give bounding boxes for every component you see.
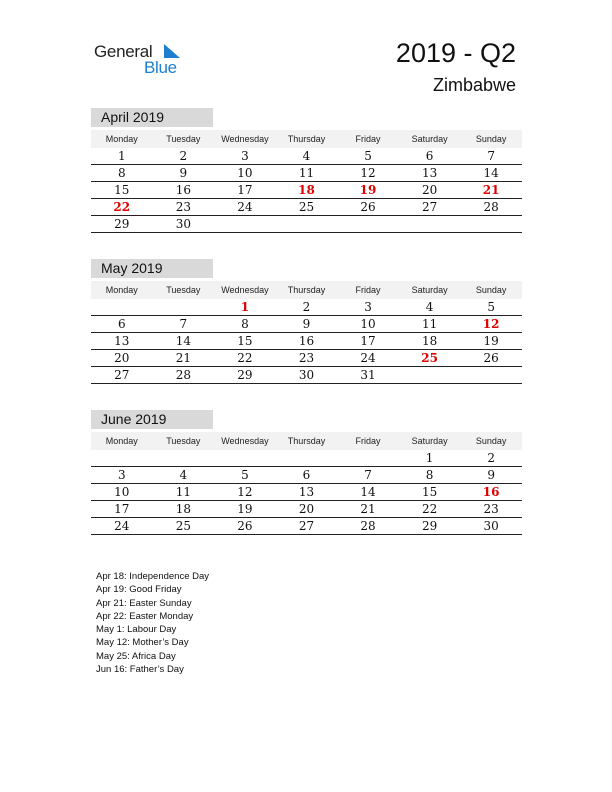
week-row xyxy=(91,467,522,484)
date-cell: 13 xyxy=(421,166,438,180)
date-cell: 12 xyxy=(360,166,376,180)
weekday-label: Sunday xyxy=(475,285,507,295)
date-cell: 1 xyxy=(117,149,126,163)
date-cell xyxy=(276,450,338,466)
date-cell: 24 xyxy=(237,200,253,214)
date-cell: 21 xyxy=(175,351,191,365)
date-cell: 28 xyxy=(175,368,191,382)
date-cell: 20 xyxy=(421,183,438,197)
holiday-date-cell: 16 xyxy=(482,485,500,499)
date-cell: 18 xyxy=(175,502,191,516)
date-cell: 10 xyxy=(114,485,130,499)
week-row xyxy=(91,484,522,501)
date-cell: 8 xyxy=(117,166,126,180)
date-cell: 7 xyxy=(364,468,372,482)
weekday-label: Saturday xyxy=(411,436,448,446)
date-cell: 11 xyxy=(421,317,438,331)
holiday-item: Jun 16: Father’s Day xyxy=(96,664,184,676)
date-cell: 22 xyxy=(237,351,253,365)
logo-triangle-icon xyxy=(162,44,180,58)
date-cell: 2 xyxy=(302,300,311,314)
date-cell: 30 xyxy=(483,519,499,533)
date-cell: 30 xyxy=(175,217,191,231)
weekday-label: Monday xyxy=(105,436,138,446)
date-cell: 20 xyxy=(298,502,315,516)
date-cell xyxy=(460,367,522,383)
date-cell: 13 xyxy=(114,334,130,348)
weekday-label: Friday xyxy=(355,285,381,295)
date-cell: 22 xyxy=(421,502,438,516)
country-name: Zimbabwe xyxy=(432,75,516,95)
date-cell: 3 xyxy=(241,149,249,163)
date-cell: 26 xyxy=(237,519,253,533)
date-cell: 9 xyxy=(487,468,495,482)
week-row xyxy=(91,316,522,333)
weekday-header-row xyxy=(91,281,522,299)
date-cell: 17 xyxy=(360,334,376,348)
week-row xyxy=(91,350,522,367)
week-row xyxy=(91,216,522,233)
date-cell: 7 xyxy=(487,149,495,163)
date-cell xyxy=(337,450,399,466)
date-cell xyxy=(399,216,461,232)
date-cell: 24 xyxy=(360,351,376,365)
date-cell: 14 xyxy=(360,485,376,499)
weekday-label: Thursday xyxy=(287,285,326,295)
month-title: May 2019 xyxy=(91,259,213,278)
date-cell: 18 xyxy=(421,334,438,348)
date-cell: 4 xyxy=(425,300,434,314)
date-cell: 16 xyxy=(175,183,191,197)
date-cell: 23 xyxy=(175,200,191,214)
date-cell: 13 xyxy=(298,485,315,499)
date-cell: 2 xyxy=(487,451,495,465)
date-cell xyxy=(460,216,522,232)
holiday-item: May 25: Africa Day xyxy=(96,650,176,662)
date-cell: 24 xyxy=(114,519,130,533)
week-row xyxy=(91,182,522,199)
holiday-item: May 12: Mother’s Day xyxy=(96,637,189,649)
weekday-label: Saturday xyxy=(411,134,448,144)
weekday-label: Friday xyxy=(355,436,381,446)
brand-general: General xyxy=(94,42,153,61)
week-row xyxy=(91,199,522,216)
date-cell: 8 xyxy=(425,468,434,482)
date-cell: 28 xyxy=(483,200,499,214)
holiday-item: Apr 18: Independence Day xyxy=(96,571,210,582)
brand-logo xyxy=(94,40,194,80)
date-cell: 27 xyxy=(114,368,130,382)
date-cell: 16 xyxy=(298,334,315,348)
weekday-label: Monday xyxy=(105,134,138,144)
date-cell xyxy=(214,216,276,232)
holiday-date-cell: 21 xyxy=(482,183,500,197)
date-cell: 15 xyxy=(237,334,253,348)
week-row xyxy=(91,148,522,165)
date-cell: 17 xyxy=(237,183,253,197)
weekday-label: Tuesday xyxy=(166,436,201,446)
weekday-label: Wednesday xyxy=(221,436,269,446)
weekday-label: Sunday xyxy=(475,134,507,144)
date-cell: 23 xyxy=(298,351,315,365)
weekday-label: Wednesday xyxy=(221,134,269,144)
date-cell: 26 xyxy=(360,200,376,214)
weekday-label: Wednesday xyxy=(221,285,269,295)
date-cell: 3 xyxy=(117,468,126,482)
date-cell: 27 xyxy=(421,200,438,214)
weekday-label: Thursday xyxy=(287,436,326,446)
weekday-label: Saturday xyxy=(411,285,448,295)
date-cell xyxy=(337,216,399,232)
date-cell: 6 xyxy=(117,317,126,331)
weekday-label: Monday xyxy=(105,285,138,295)
date-cell: 19 xyxy=(483,334,499,348)
date-cell xyxy=(153,450,215,466)
date-cell: 21 xyxy=(360,502,376,516)
month-title: June 2019 xyxy=(91,410,213,429)
date-cell: 17 xyxy=(114,502,130,516)
date-cell: 27 xyxy=(298,519,315,533)
date-cell: 14 xyxy=(483,166,499,180)
date-cell: 29 xyxy=(114,217,130,231)
holiday-item: May 1: Labour Day xyxy=(96,624,177,636)
date-cell: 12 xyxy=(237,485,253,499)
date-cell: 10 xyxy=(360,317,376,331)
holiday-item: Apr 19: Good Friday xyxy=(96,584,182,596)
date-cell: 28 xyxy=(360,519,376,533)
date-cell: 9 xyxy=(302,317,311,331)
brand-blue: Blue xyxy=(144,58,177,77)
date-cell: 19 xyxy=(237,502,253,516)
date-cell: 15 xyxy=(114,183,130,197)
date-cell: 29 xyxy=(237,368,253,382)
date-cell: 25 xyxy=(175,519,191,533)
holiday-item: Apr 21: Easter Sunday xyxy=(96,597,192,609)
date-cell xyxy=(91,299,153,315)
date-cell: 4 xyxy=(302,149,311,163)
date-cell xyxy=(276,216,338,232)
date-cell: 6 xyxy=(425,149,434,163)
date-cell: 29 xyxy=(421,519,438,533)
weekday-label: Sunday xyxy=(475,436,507,446)
holiday-item: Apr 22: Easter Monday xyxy=(96,610,194,622)
holiday-date-cell: 12 xyxy=(482,317,500,331)
week-row xyxy=(91,367,522,384)
date-cell xyxy=(91,450,153,466)
holiday-date-cell: 22 xyxy=(113,200,131,214)
holiday-date-cell: 18 xyxy=(298,183,315,197)
holiday-date-cell: 1 xyxy=(240,300,250,314)
holiday-date-cell: 19 xyxy=(359,183,377,197)
week-row xyxy=(91,299,522,316)
date-cell: 9 xyxy=(179,166,188,180)
weekday-header-row xyxy=(91,130,522,148)
holiday-list xyxy=(96,570,209,676)
date-cell: 25 xyxy=(298,200,315,214)
date-cell xyxy=(214,450,276,466)
date-cell: 11 xyxy=(175,485,191,499)
date-cell: 2 xyxy=(179,149,188,163)
date-cell: 30 xyxy=(298,368,315,382)
week-row xyxy=(91,333,522,350)
week-row xyxy=(91,518,522,535)
holiday-date-cell: 25 xyxy=(421,351,438,365)
date-cell: 8 xyxy=(241,317,249,331)
date-cell: 4 xyxy=(179,468,188,482)
date-cell: 5 xyxy=(241,468,249,482)
date-cell: 23 xyxy=(483,502,499,516)
month-title: April 2019 xyxy=(91,108,213,127)
weekday-label: Friday xyxy=(355,134,381,144)
date-cell: 20 xyxy=(114,351,130,365)
weekday-label: Tuesday xyxy=(166,285,201,295)
date-cell: 11 xyxy=(298,166,315,180)
week-row xyxy=(91,501,522,518)
month-block xyxy=(91,108,522,233)
date-cell: 15 xyxy=(421,485,438,499)
month-block xyxy=(91,410,522,535)
date-cell: 31 xyxy=(360,368,376,382)
date-cell: 3 xyxy=(364,300,372,314)
date-cell xyxy=(153,299,215,315)
date-cell: 5 xyxy=(364,149,372,163)
date-cell: 5 xyxy=(487,300,495,314)
page-title: 2019 - Q2 xyxy=(395,38,516,68)
week-row xyxy=(91,165,522,182)
date-cell: 14 xyxy=(175,334,191,348)
date-cell: 26 xyxy=(483,351,499,365)
date-cell xyxy=(399,367,461,383)
date-cell: 1 xyxy=(425,451,434,465)
month-block xyxy=(91,259,522,384)
week-row xyxy=(91,450,522,467)
weekday-header-row xyxy=(91,432,522,450)
date-cell: 7 xyxy=(179,317,188,331)
date-cell: 6 xyxy=(302,468,311,482)
weekday-label: Tuesday xyxy=(166,134,201,144)
weekday-label: Thursday xyxy=(287,134,326,144)
date-cell: 10 xyxy=(237,166,253,180)
